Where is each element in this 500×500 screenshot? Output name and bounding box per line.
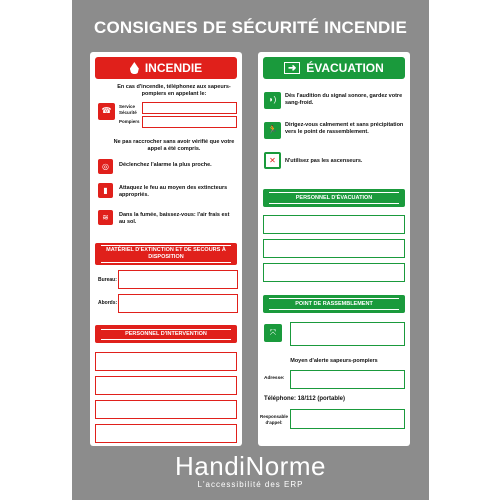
- evacuation-panel: [258, 52, 410, 446]
- safety-board: [72, 0, 429, 500]
- walking-icon: 🏃: [264, 122, 281, 139]
- intervention-field-2[interactable]: [95, 376, 237, 395]
- smoke-icon: ≋: [98, 210, 113, 225]
- ascenseurs-text: N'utilisez pas les ascenseurs.: [285, 158, 363, 164]
- bureau-field[interactable]: [118, 270, 238, 289]
- extinguisher-icon: ▮: [98, 183, 113, 198]
- incendie-panel: [90, 52, 242, 446]
- incendie-title: INCENDIE: [144, 61, 203, 75]
- pompiers-label: Pompiers: [119, 119, 140, 124]
- adresse-field[interactable]: [290, 370, 405, 389]
- materiel-header: MATÉRIEL D'EXTINCTION ET DE SECOURS À DISPOSITION: [95, 243, 237, 265]
- abords-label: Abords:: [98, 300, 118, 306]
- dirigez-text: Dirigez-vous calmement et sans précipitation vers le point de rassemblement.: [285, 122, 404, 135]
- smoke-text: Dans la fumée, baissez-vous: l'air frais est au sol.: [119, 212, 230, 225]
- responsable-label: Responsable d'appel:: [260, 414, 289, 425]
- intervention-field-3[interactable]: [95, 400, 237, 419]
- moyen-text: Moyen d'alerte sapeurs-pompiers: [290, 358, 378, 364]
- warning-text: Ne pas raccrocher sans avoir vérifié que votre appel a été compris.: [113, 139, 235, 152]
- alarm-text: Déclenchez l'alarme la plus proche.: [119, 162, 212, 168]
- intervention-field-1[interactable]: [95, 352, 237, 371]
- bureau-label: Bureau:: [98, 277, 117, 283]
- evacuation-field-1[interactable]: [263, 215, 405, 234]
- arrow-icon: ➜: [284, 62, 300, 74]
- evacuation-field-3[interactable]: [263, 263, 405, 282]
- telephone-text: Téléphone: 18/112 (portable): [264, 396, 346, 402]
- incendie-header: [95, 57, 237, 79]
- board-title: CONSIGNES DE SÉCURITÉ INCENDIE: [94, 18, 407, 37]
- service-label: Service Sécurité: [119, 104, 137, 115]
- rassemblement-field[interactable]: [290, 322, 405, 346]
- evacuation-field-2[interactable]: [263, 239, 405, 258]
- assembly-icon: ⤧: [264, 324, 282, 342]
- service-field[interactable]: [142, 102, 237, 114]
- rassemblement-header: POINT DE RASSEMBLEMENT: [263, 295, 405, 313]
- personnel-intervention-header: PERSONNEL D'INTERVENTION: [95, 325, 237, 343]
- evacuation-title: ÉVACUATION: [306, 61, 384, 75]
- alarm-icon: ◎: [98, 159, 113, 174]
- abords-field[interactable]: [118, 294, 238, 313]
- brand-tagline: L'accessibilité des ERP: [197, 480, 304, 489]
- brand-logo: HandiNorme: [175, 451, 326, 481]
- flame-icon: [130, 62, 139, 74]
- pompiers-field[interactable]: [142, 116, 237, 128]
- elevator-icon: ✕: [264, 152, 281, 169]
- evacuation-header: [263, 57, 405, 79]
- personnel-evacuation-header: PERSONNEL D'ÉVACUATION: [263, 189, 405, 207]
- phone-icon: ☎: [98, 103, 115, 120]
- responsable-field[interactable]: [290, 409, 405, 429]
- signal-text: Dès l'audition du signal sonore, gardez votre sang-froid.: [285, 93, 403, 106]
- sound-icon: ◗): [264, 92, 281, 109]
- intro-text: En cas d'incendie, téléphonez aux sapeurs-pompiers en appelant le:: [117, 84, 231, 97]
- intervention-field-4[interactable]: [95, 424, 237, 443]
- extinguisher-text: Attaquez le feu au moyen des extincteurs appropriés.: [119, 185, 228, 198]
- adresse-label: Adresse:: [264, 376, 285, 381]
